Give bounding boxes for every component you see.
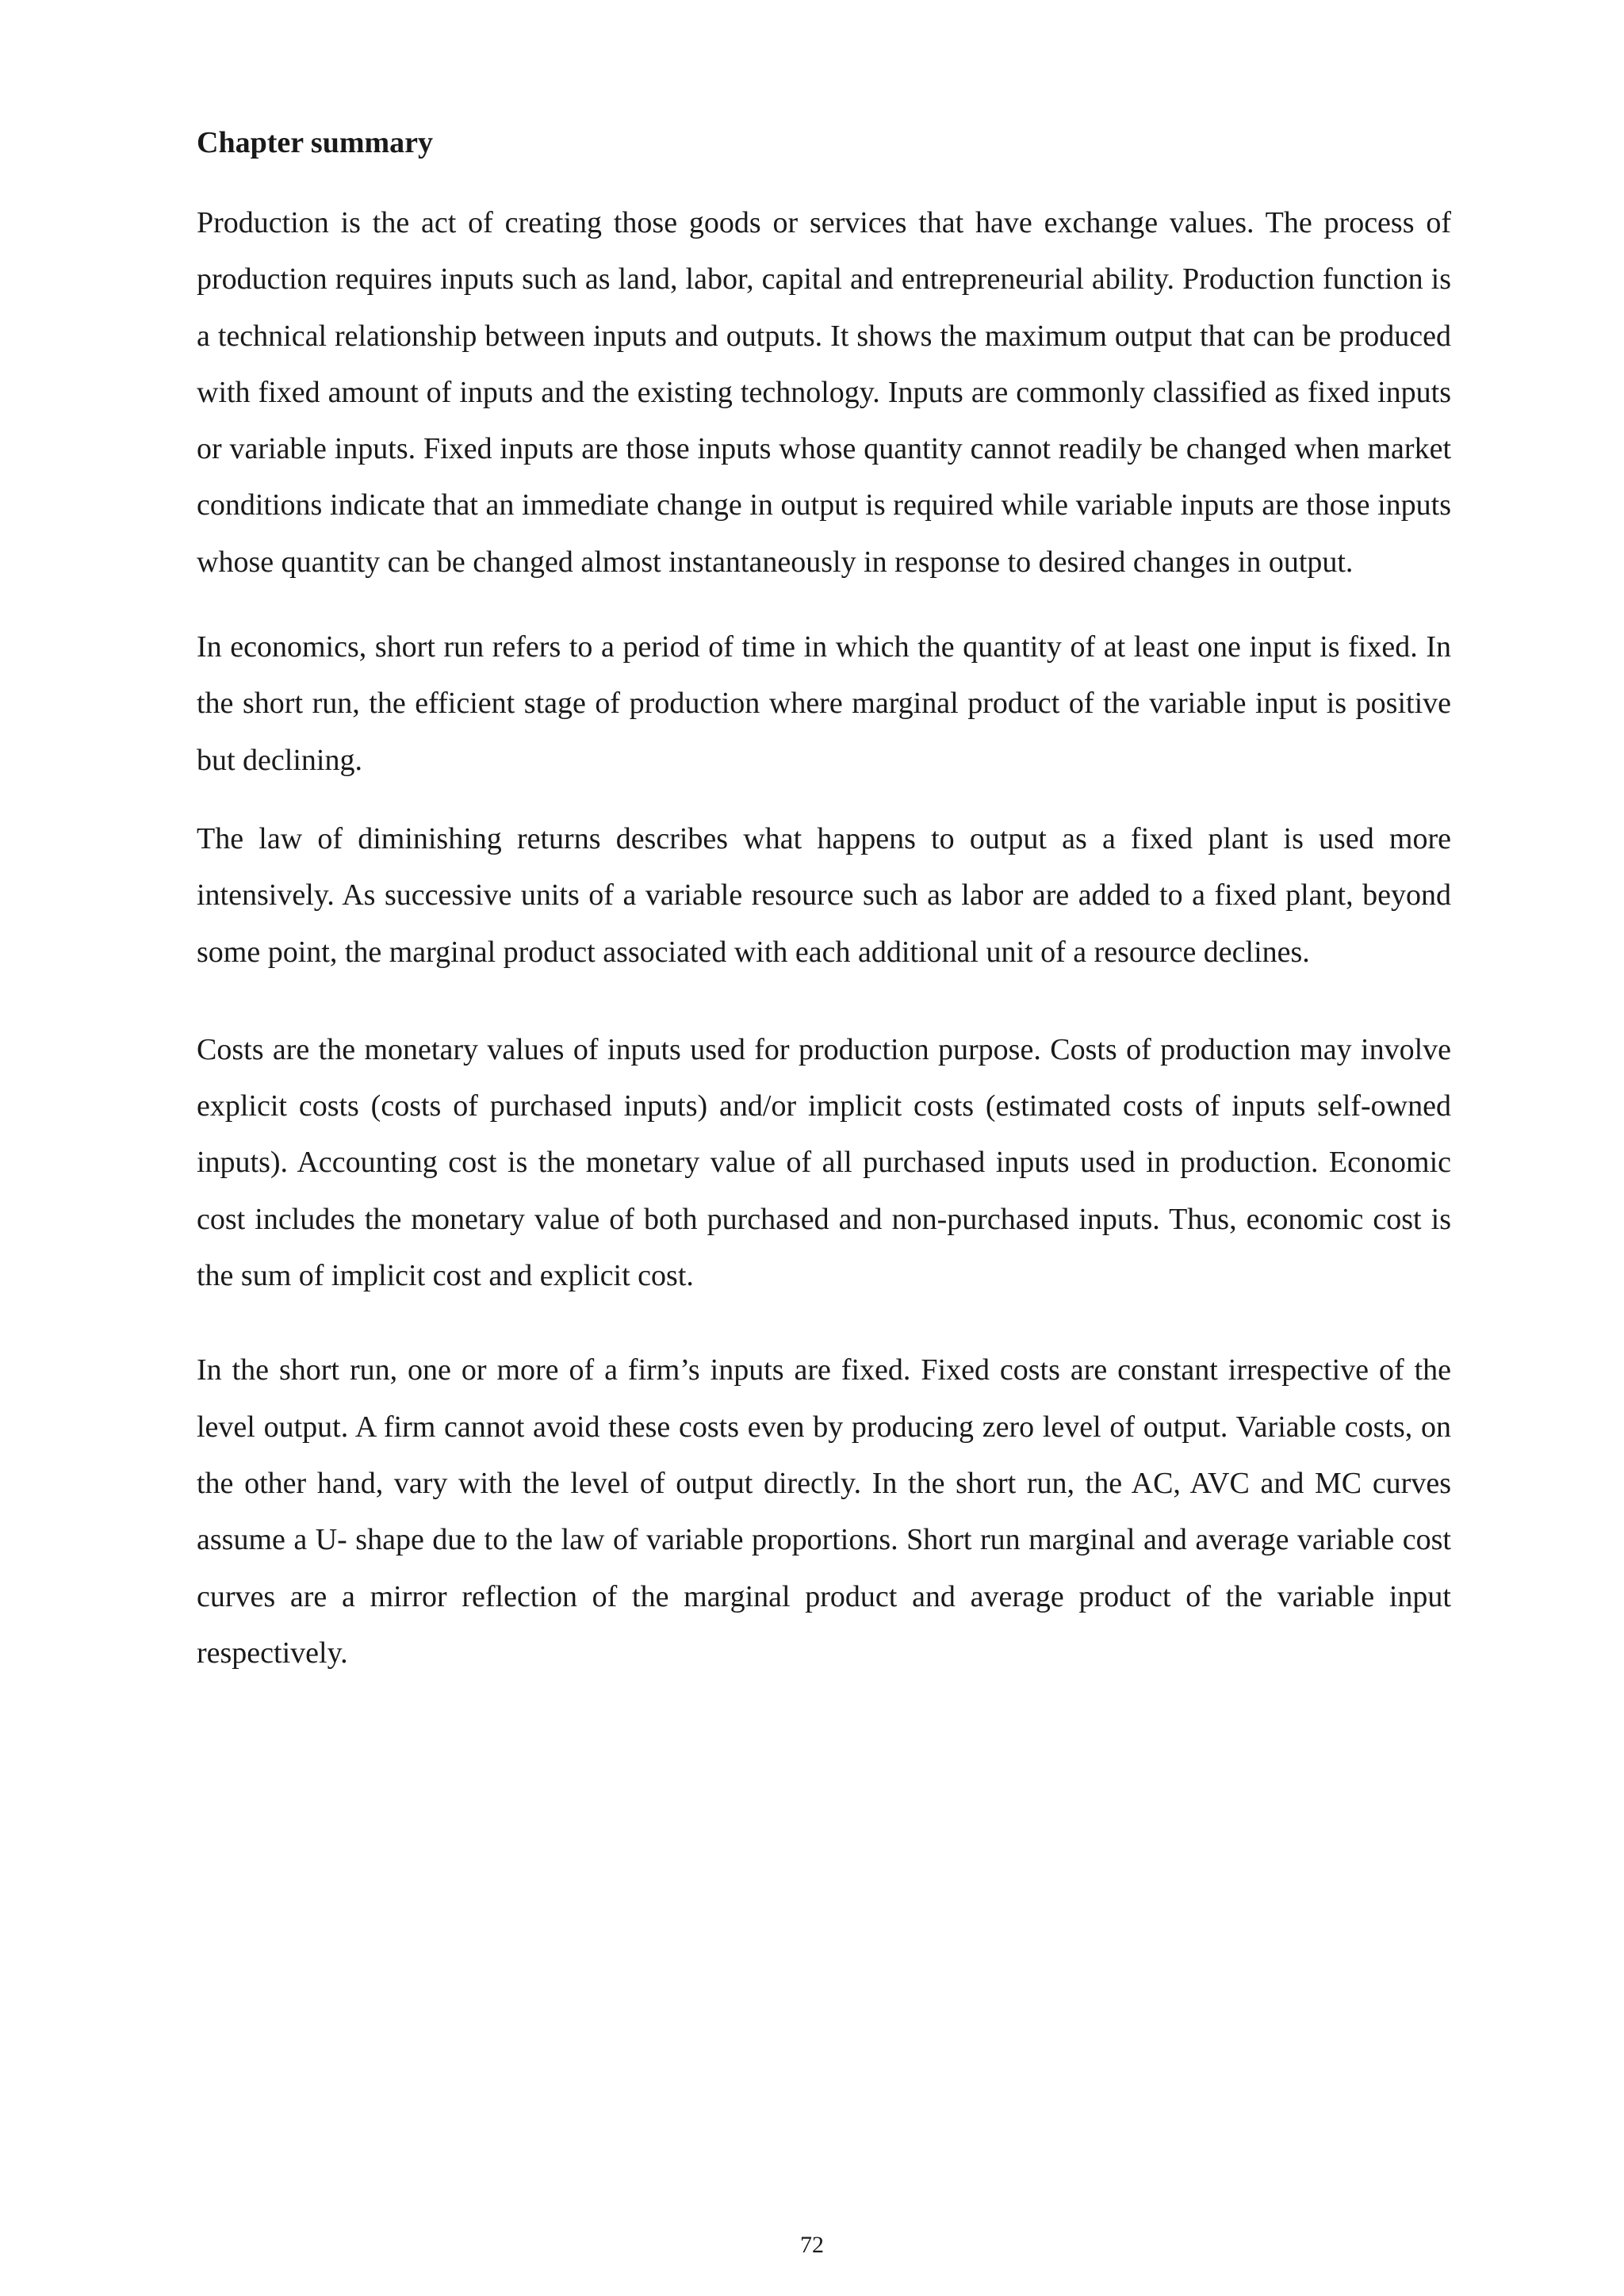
page-number: 72 [800, 2232, 824, 2258]
paragraph-short-run-costs: In the short run, one or more of a firm’s inputs are fixed. Fixed costs are constant irrespective of the level output. A firm cannot avoid these costs even by producing zero level of output. Variable costs, on the other hand, vary with the level of output directly. In the short run, the AC, AVC and MC curves assume a U- shape due to the law of variable proportions. Short run marginal and average variable cost curves are a mirror reflection of the marginal product and average product of the variable input respectively. [197, 1353, 1451, 1670]
paragraph-costs: Costs are the monetary values of inputs used for production purpose. Costs of production may involve explicit costs (costs of purchased inputs) and/or implicit costs (estimated costs of inputs self-owned inputs). Accounting cost is the monetary value of all purchased inputs used in production. Economic cost includes the monetary value of both purchased and non-purchased inputs. Thus, economic cost is the sum of implicit cost and explicit cost. [197, 1032, 1451, 1293]
chapter-summary-heading: Chapter summary [197, 126, 434, 159]
paragraph-short-run: In economics, short run refers to a period of time in which the quantity of at least one input is fixed. In the short run, the efficient stage of production where marginal product of the variable input is positive but declining. [197, 630, 1451, 777]
paragraph-production: Production is the act of creating those goods or services that have exchange values. The process of production requires inputs such as land, labor, capital and entrepreneurial ability. Production function is a technical relationship between inputs and outputs. It shows the maximum output that can be produced with fixed amount of inputs and the existing technology. Inputs are commonly classified as fixed inputs or variable inputs. Fixed inputs are those inputs whose quantity cannot readily be changed when market conditions indicate that an immediate change in output is required while variable inputs are those inputs whose quantity can be changed almost instantaneously in response to desired changes in output. [197, 206, 1451, 579]
paragraph-diminishing-returns: The law of diminishing returns describes what happens to output as a fixed plant is used more intensively. As successive units of a variable resource such as labor are added to a fixed plant, beyond some point, the marginal product associated with each additional unit of a resource declines. [197, 821, 1451, 969]
page-content [197, 121, 1451, 1682]
